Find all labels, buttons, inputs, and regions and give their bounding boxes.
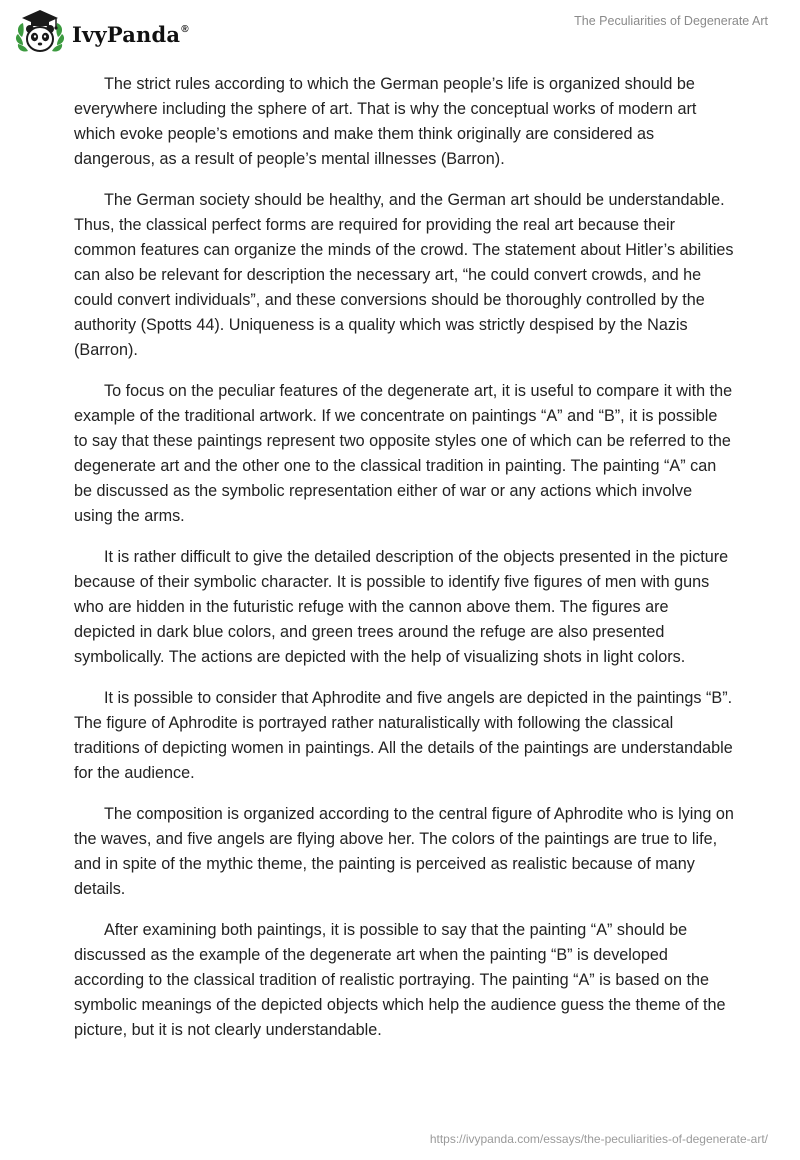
paragraph: To focus on the peculiar features of the degenerate art, it is useful to compare it with the example of the traditional artwork. If we concentrate on paintings “A” and “B”, it is possible to say that these paintings represent two opposite styles one of which can be referred to the degenerate art and the other one to the classical tradition in painting. The painting “A” can be discussed as the symbolic representation either of war or any actions which involve using the arms. <box>74 382 733 525</box>
paragraph: The composition is organized according to the central figure of Aphrodite who is lying on the waves, and five angels are flying above her. The colors of the paintings are true to life, and in spite of the mythic theme, the painting is perceived as realistic because of many details. <box>74 805 734 898</box>
panda-graduate-icon <box>14 7 66 59</box>
essay-body <box>74 72 734 1059</box>
paragraph: It is possible to consider that Aphrodite and five angels are depicted in the paintings “B”. The figure of Aphrodite is portrayed rather naturalistically with following the classical traditions of depicting women in paintings. All the details of the paintings are understandable for the audience. <box>74 689 733 782</box>
paragraph: The German society should be healthy, and the German art should be understandable. Thus, the classical perfect forms are required for providing the real art because their common features can organize the minds of the crowd. The statement about Hitler’s abilities can also be relevant for description the necessary art, “he could convert crowds, and he could convert individuals”, and these conversions should be thoroughly controlled by the authority (Spotts 44). Uniqueness is a quality which was strictly despised by the Nazis (Barron). <box>74 191 734 359</box>
source-url-link[interactable]: https://ivypanda.com/essays/the-peculiarities-of-degenerate-art/ <box>429 1132 768 1146</box>
brand-name: IvyPanda® <box>72 21 189 47</box>
page-header <box>0 0 800 70</box>
document-title: The Peculiarities of Degenerate Art <box>574 14 768 28</box>
paragraph: After examining both paintings, it is possible to say that the painting “A” should be discussed as the example of the degenerate art when the painting “B” is developed according to the classical tradition of realistic portraying. The painting “A” is based on the symbolic meanings of the depicted objects which help the audience guess the theme of the picture, but it is not clearly understandable. <box>74 921 726 1039</box>
registered-mark: ® <box>181 23 189 35</box>
ivypanda-logo[interactable] <box>14 7 189 59</box>
paragraph: It is rather difficult to give the detailed description of the objects presented in the picture because of their symbolic character. It is possible to identify five figures of men with guns who are hidden in the futuristic refuge with the cannon above them. The figures are depicted in dark blue colors, and green trees around the refuge are also presented symbolically. The actions are depicted with the help of visualizing shots in light colors. <box>74 548 729 666</box>
paragraph: The strict rules according to which the German people’s life is organized should be everywhere including the sphere of art. That is why the conceptual works of modern art which evoke people’s emotions and make them think originally are considered as dangerous, as a result of people’s mental illnesses (Barron). <box>74 75 697 168</box>
